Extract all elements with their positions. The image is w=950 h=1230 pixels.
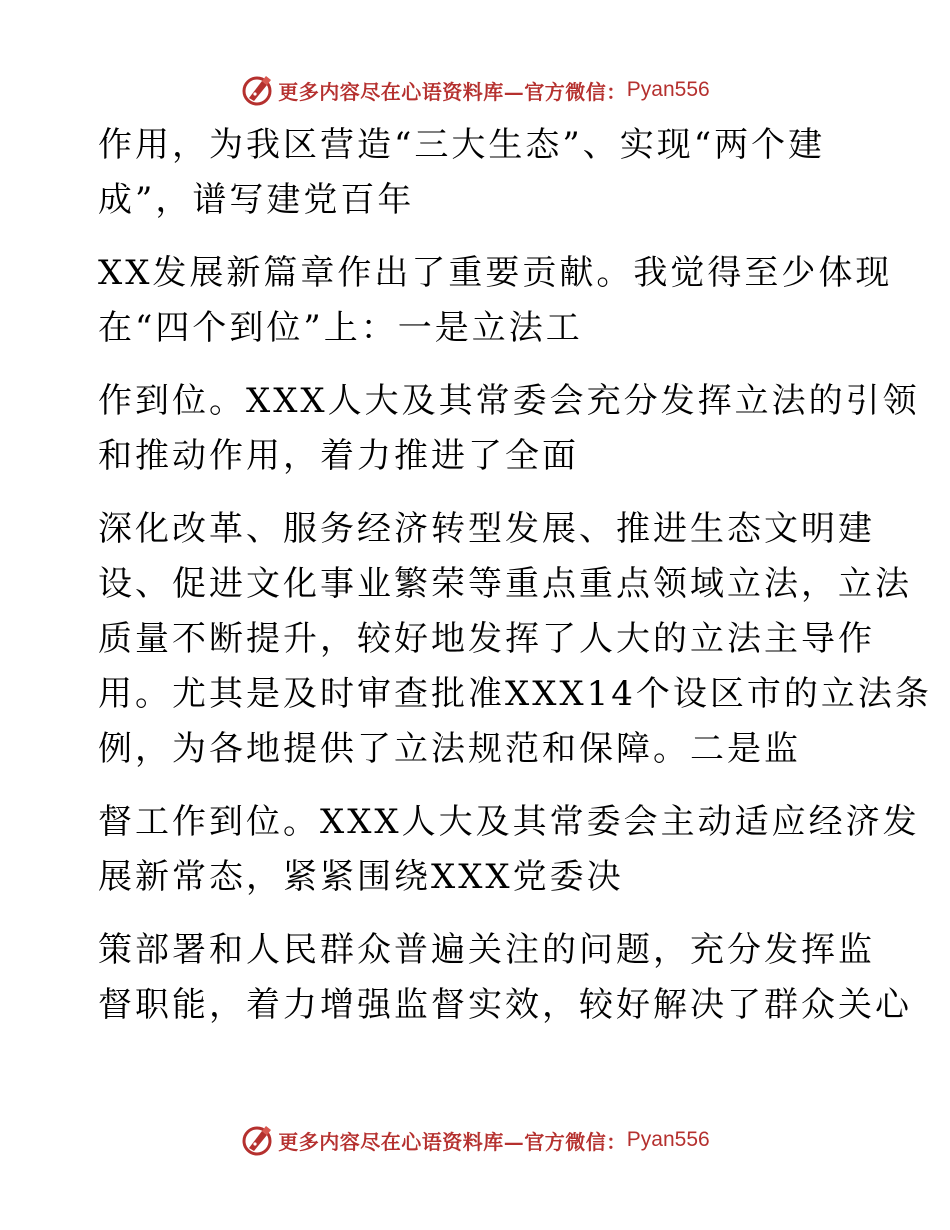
watermark-brand-text: 更多内容尽在心语资料库—官方微信： — [278, 1129, 627, 1154]
text-line: XX发展新篇章作出了重要贡献。我觉得至少体现 — [98, 253, 893, 293]
paragraph — [98, 923, 912, 1033]
header-watermark — [0, 70, 950, 110]
watermark-brand-id: Pyan556 — [626, 78, 710, 101]
paragraph — [98, 118, 858, 228]
text-line: 设、促进文化事业繁荣等重点重点领域立法，立法 — [98, 564, 912, 604]
text-line: 在“四个到位”上：一是立法工 — [98, 308, 583, 348]
watermark-brand-text: 更多内容尽在心语资料库—官方微信： — [278, 79, 627, 104]
text-line: 质量不断提升，较好地发挥了人大的立法主导作 — [98, 619, 875, 659]
text-line: 和推动作用，着力推进了全面 — [98, 436, 579, 476]
text-line: 用。尤其是及时审查批准XXX14个设区市的立法条 — [98, 674, 932, 714]
text-line: 督职能，着力增强监督实效，较好解决了群众关心 — [98, 985, 912, 1025]
text-line: 作到位。XXX人大及其常委会充分发挥立法的引领 — [98, 381, 920, 421]
footer-watermark — [0, 1120, 950, 1160]
pen-nib-circle-icon — [240, 73, 274, 107]
text-line: 策部署和人民群众普遍关注的问题，充分发挥监 — [98, 930, 875, 970]
paragraph — [98, 374, 920, 484]
pen-nib-circle-icon — [240, 1123, 274, 1157]
text-line: 例，为各地提供了立法规范和保障。二是监 — [98, 729, 801, 769]
text-line: 督工作到位。XXX人大及其常委会主动适应经济发 — [98, 802, 920, 842]
watermark-brand-id: Pyan556 — [626, 1128, 710, 1151]
paragraph — [98, 795, 920, 905]
text-line: 成”，谱写建党百年 — [98, 180, 415, 220]
paragraph — [98, 502, 932, 777]
document-body — [98, 118, 932, 1051]
text-line: 作用，为我区营造“三大生态”、实现“两个建 — [98, 125, 826, 165]
text-line: 展新常态，紧紧围绕XXX党委决 — [98, 857, 624, 897]
text-line: 深化改革、服务经济转型发展、推进生态文明建 — [98, 509, 875, 549]
paragraph — [98, 246, 893, 356]
